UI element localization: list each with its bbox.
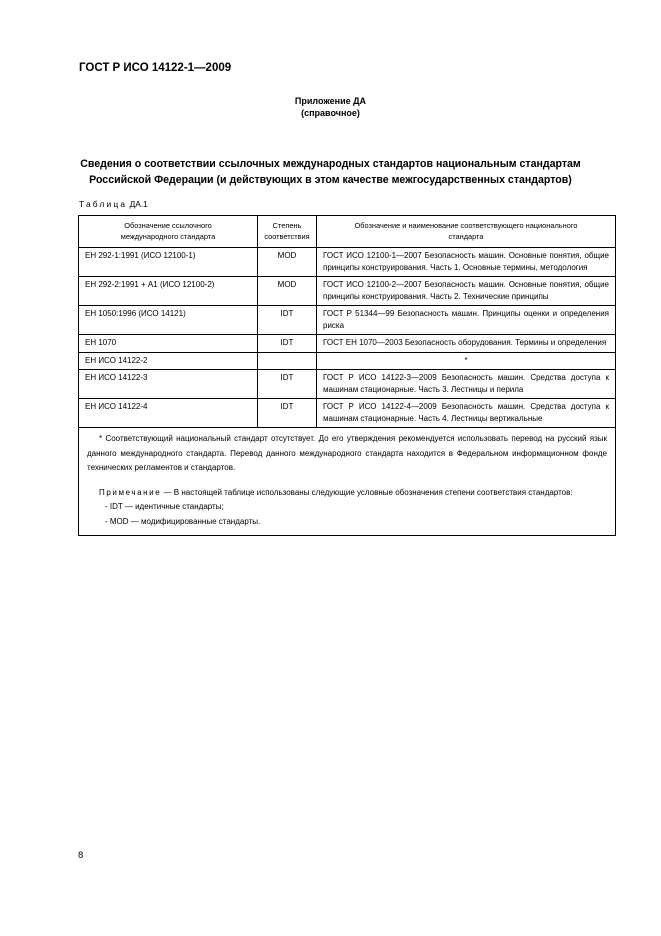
cell-degree: IDT — [258, 399, 317, 428]
section-title — [79, 156, 582, 188]
cell-degree: MOD — [258, 277, 317, 306]
note-list-item: - IDT — идентичные стандарты; — [105, 502, 224, 511]
table-row — [79, 306, 616, 335]
page-number: 8 — [78, 850, 84, 861]
header-reference-standard: Обозначение ссылочного международного стандарта — [79, 216, 258, 248]
cell-reference: ЕН ИСО 14122-2 — [79, 352, 258, 370]
table-caption-number: ДА.1 — [129, 199, 148, 209]
cell-national: ГОСТ Р ИСО 14122-4—2009 Безопасность машин. Средства доступа к машинам стационарные. Часть 4. Лестницы вертикальные — [317, 399, 616, 428]
table-row — [79, 335, 616, 353]
cell-reference: ЕН ИСО 14122-3 — [79, 370, 258, 399]
header-degree: Степень соответствия — [258, 216, 317, 248]
cell-reference: ЕН 292-1:1991 (ИСО 12100-1) — [79, 248, 258, 277]
table-row — [79, 399, 616, 428]
cell-reference: ЕН ИСО 14122-4 — [79, 399, 258, 428]
table-caption — [79, 199, 148, 209]
note-label: Примечание — [99, 487, 162, 497]
note-text: — В настоящей таблице использованы следующие условные обозначения степени соответствия стандартов: — [163, 487, 573, 497]
section-title-line-2: Российской Федерации (и действующих в этом качестве межгосударственных стандартов) — [89, 174, 572, 186]
cell-national: * — [317, 352, 616, 370]
table-row — [79, 277, 616, 306]
table-row — [79, 370, 616, 399]
cell-national: ГОСТ ЕН 1070—2003 Безопасность оборудования. Термины и определения — [317, 335, 616, 353]
cell-national: ГОСТ ИСО 12100-2—2007 Безопасность машин. Основные понятия, общие принципы конструирования. Часть 2. Технические принципы — [317, 277, 616, 306]
standard-code-header: ГОСТ Р ИСО 14122-1—2009 — [79, 62, 232, 74]
annex-subtitle: (справочное) — [301, 108, 360, 118]
table-footer — [79, 428, 616, 536]
annex-title: Приложение ДА — [294, 96, 367, 106]
cell-degree: IDT — [258, 335, 317, 353]
cell-degree: IDT — [258, 306, 317, 335]
section-title-line-1: Сведения о соответствии ссылочных международных стандартов национальным стандартам — [80, 158, 581, 170]
table-footer-row — [79, 428, 616, 536]
table-header-row — [79, 216, 616, 248]
footnote: * Соответствующий национальный стандарт отсутствует. До его утверждения рекомендуется использовать перевод на русский язык данного международного стандарта. Перевод данного международного стандарта находится в Федеральном информационном фонде технических регламентов и стандартов. — [87, 434, 607, 472]
cell-degree: IDT — [258, 370, 317, 399]
correspondence-table — [78, 215, 616, 536]
cell-reference: ЕН 1070 — [79, 335, 258, 353]
table-row — [79, 352, 616, 370]
table-row — [79, 248, 616, 277]
cell-national: ГОСТ ИСО 12100-1—2007 Безопасность машин. Основные понятия, общие принципы конструирования. Часть 1. Основные термины, методология — [317, 248, 616, 277]
note-list-item: - MOD — модифицированные стандарты. — [105, 516, 261, 526]
cell-national: ГОСТ Р 51344—99 Безопасность машин. Принципы оценки и определения риска — [317, 306, 616, 335]
cell-national: ГОСТ Р ИСО 14122-3—2009 Безопасность машин. Средства доступа к машинам стационарные. Часть 3. Лестницы и перила — [317, 370, 616, 399]
cell-degree — [258, 352, 317, 370]
annex-heading — [0, 95, 661, 119]
cell-degree: MOD — [258, 248, 317, 277]
header-national-standard: Обозначение и наименование соответствующего национального стандарта — [317, 216, 616, 248]
cell-reference: ЕН 1050:1996 (ИСО 14121) — [79, 306, 258, 335]
cell-reference: ЕН 292-2:1991 + А1 (ИСО 12100-2) — [79, 277, 258, 306]
table-caption-word: Таблица — [79, 199, 128, 209]
note — [87, 486, 607, 501]
